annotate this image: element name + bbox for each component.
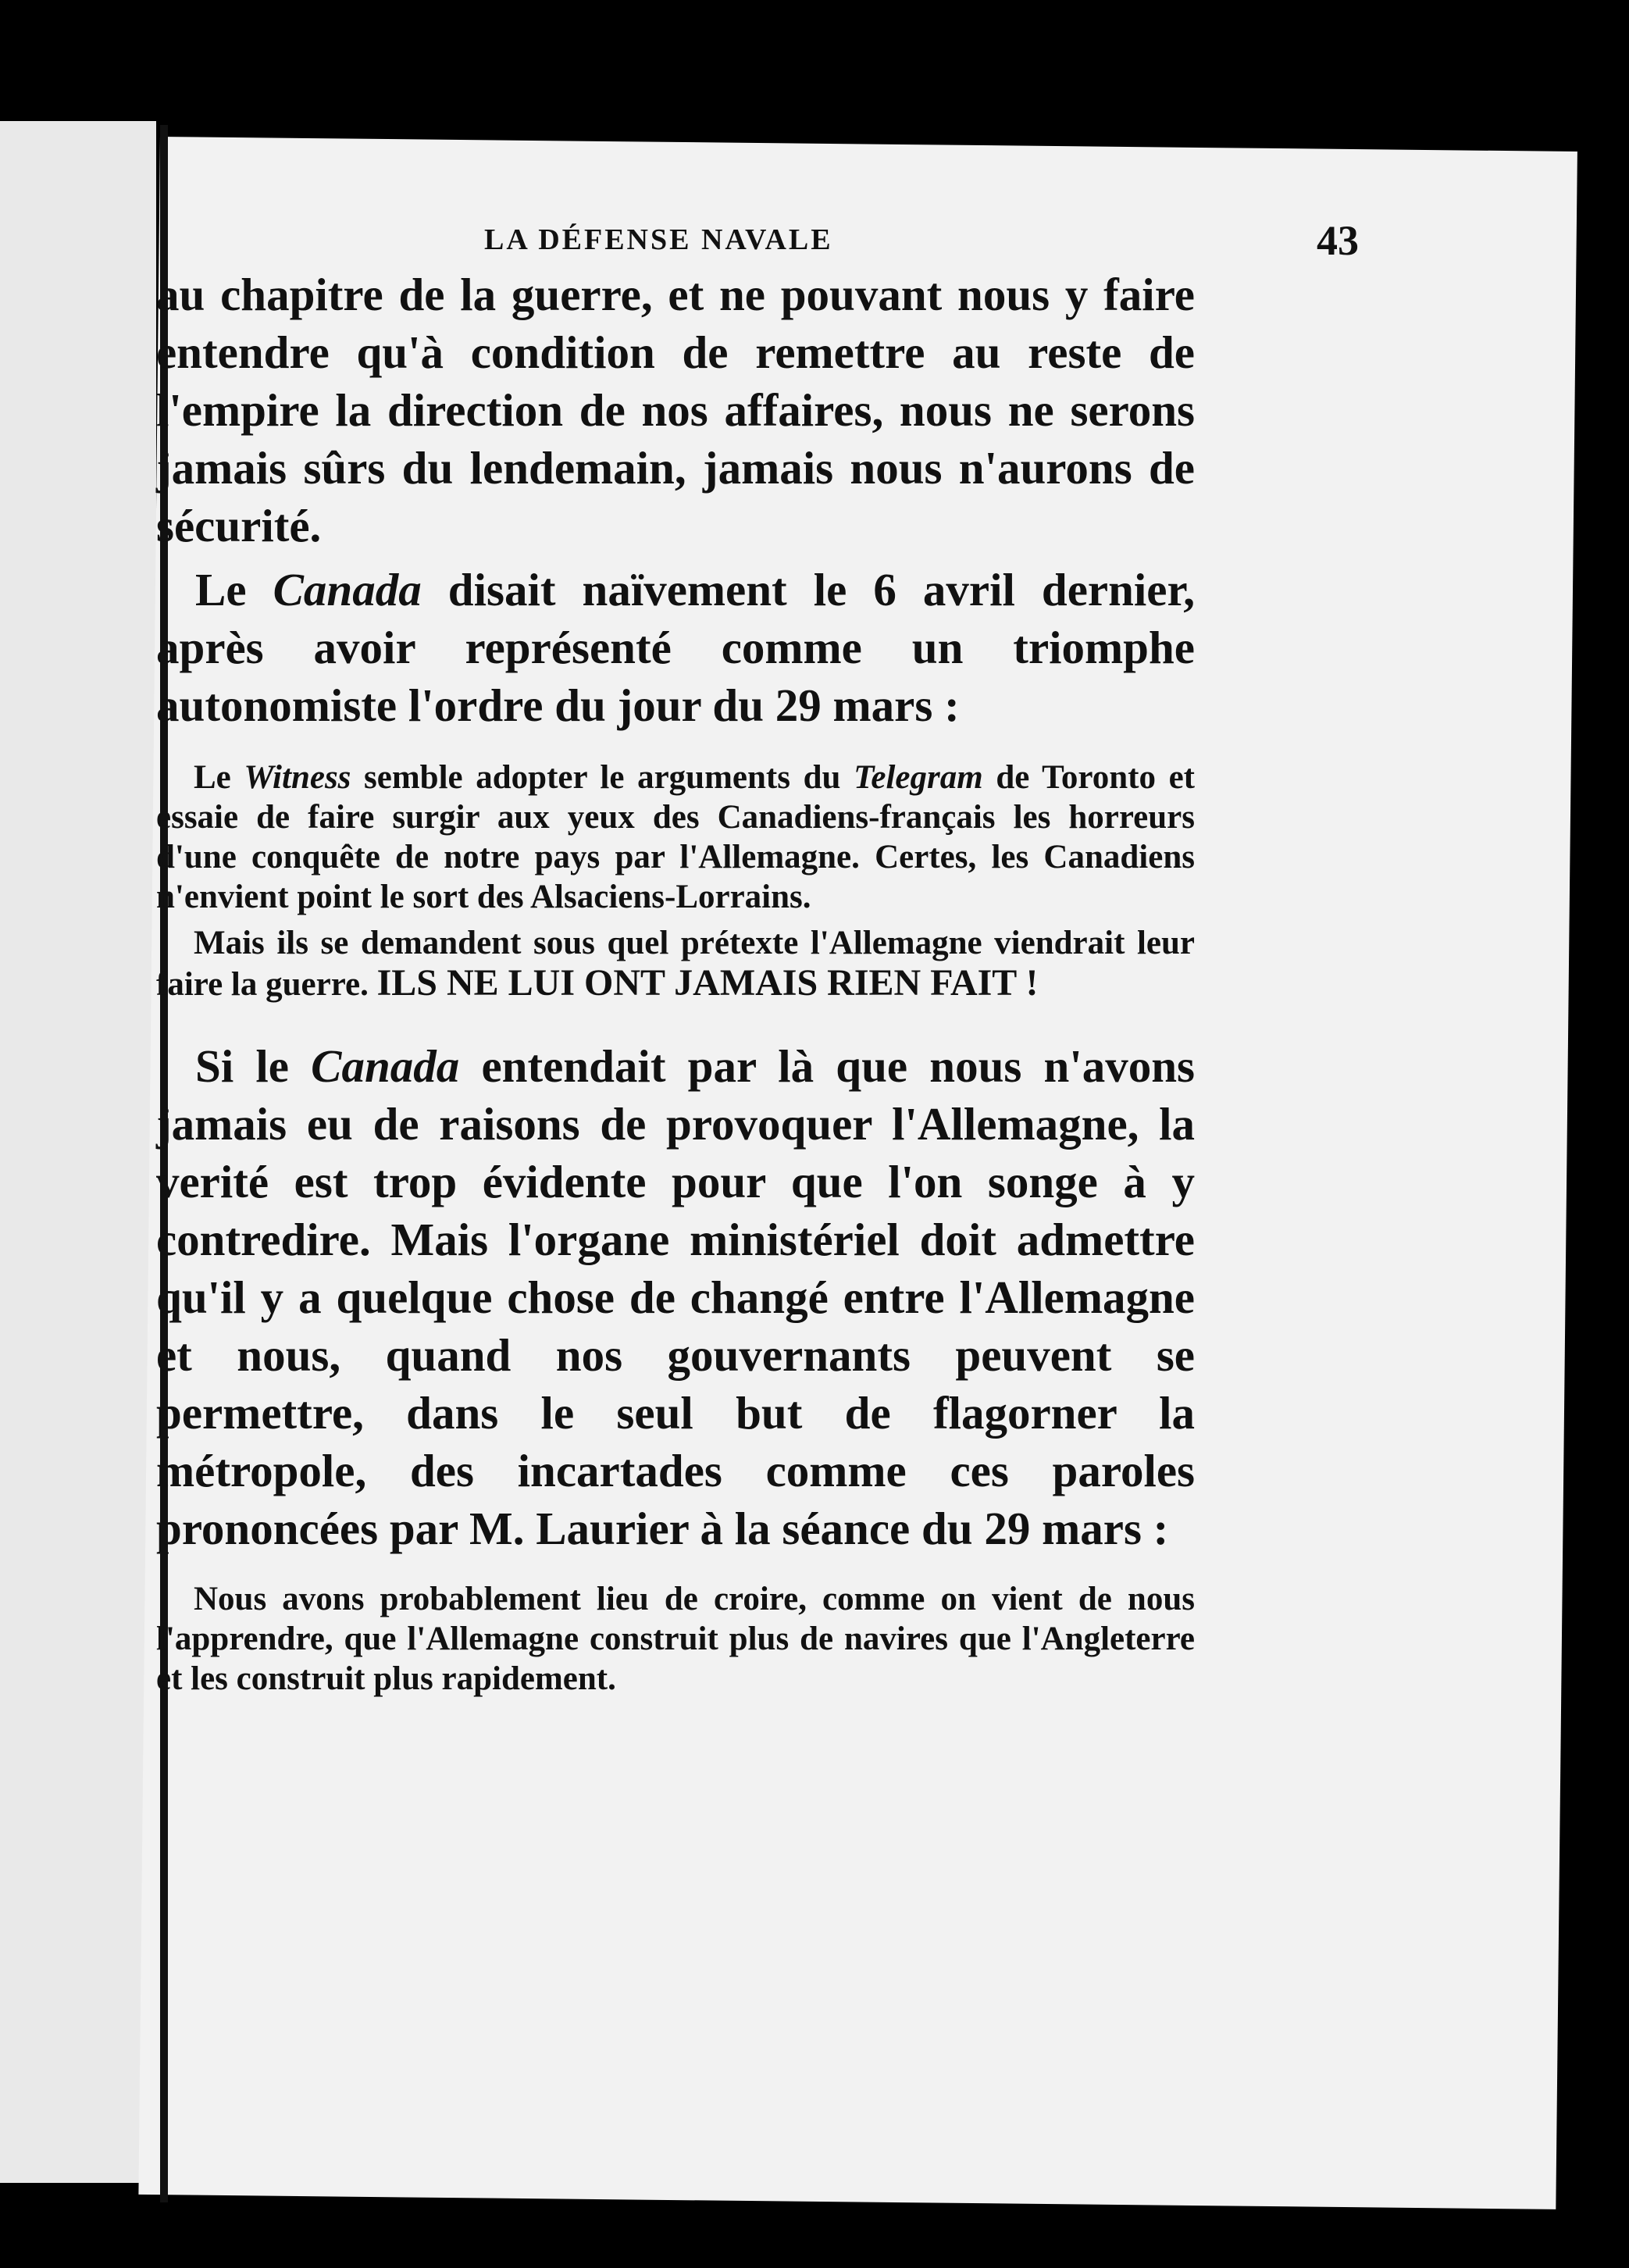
paragraph-3	[156, 1037, 1195, 1557]
page-body	[156, 266, 1195, 1699]
quote-1-text-c: de Toronto et essaie de faire surgir aux yeux des Canadiens-français les horreurs d'une conquête de notre pays par l'Allemagne. Certes, les Canadiens n'envient point le sort des Alsaciens-Lorrains.	[156, 759, 1195, 915]
paragraph-2	[156, 561, 1195, 734]
paragraph-2-text-a: Le	[195, 564, 273, 615]
paragraph-2-newspaper-name: Canada	[273, 564, 422, 615]
facing-page-edge	[0, 121, 156, 2183]
quote-2	[156, 923, 1195, 1004]
quote-1-newspaper-witness: Witness	[244, 759, 351, 796]
page-number: 43	[1317, 217, 1359, 264]
running-title: LA DÉFENSE NAVALE	[484, 223, 833, 256]
paragraph-2-text-b: disait naïvement le 6 avril dernier, après avoir représenté comme un triomphe autonomiste l'ordre du jour du 29 mars :	[156, 564, 1195, 731]
paragraph-3-text-b: entendait par là que nous n'avons jamais eu de raisons de provoquer l'Allemagne, la verité est trop évidente pour que l'on songe à y contredire. Mais l'organe ministériel doit admettre qu'il y a quelque chose de changé entre l'Allemagne et nous, quand nos gouvernants peuvent se permettre, dans le seul but de flagorner la métropole, des incartades comme ces paroles prononcées par M. Laurier à la séance du 29 mars :	[156, 1040, 1195, 1554]
quote-1-text-a: Le	[194, 759, 244, 796]
quote-2-caps-text: ILS NE LUI ONT JAMAIS RIEN FAIT !	[376, 962, 1039, 1004]
quote-2-text: Mais ils se demandent sous quel prétexte l'Allemagne viendrait leur faire la guerre.	[156, 925, 1195, 1003]
quote-3: Nous avons probablement lieu de croire, comme on vient de nous l'apprendre, que l'Allemagne construit plus de navires que l'Angleterre et les construit plus rapidement.	[156, 1581, 1195, 1697]
quote-1	[156, 758, 1195, 917]
paragraph-1: au chapitre de la guerre, et ne pouvant nous y faire entendre qu'à condition de remettre au reste de l'empire la direction de nos affaires, nous ne serons jamais sûrs du lendemain, jamais nous n'aurons de sécurité.	[156, 269, 1195, 551]
quote-1-text-b: semble adopter le arguments du	[351, 759, 854, 796]
paragraph-3-text-a: Si le	[195, 1040, 312, 1092]
paragraph-3-newspaper-name: Canada	[311, 1040, 460, 1092]
quote-1-newspaper-telegram: Telegram	[854, 759, 983, 796]
